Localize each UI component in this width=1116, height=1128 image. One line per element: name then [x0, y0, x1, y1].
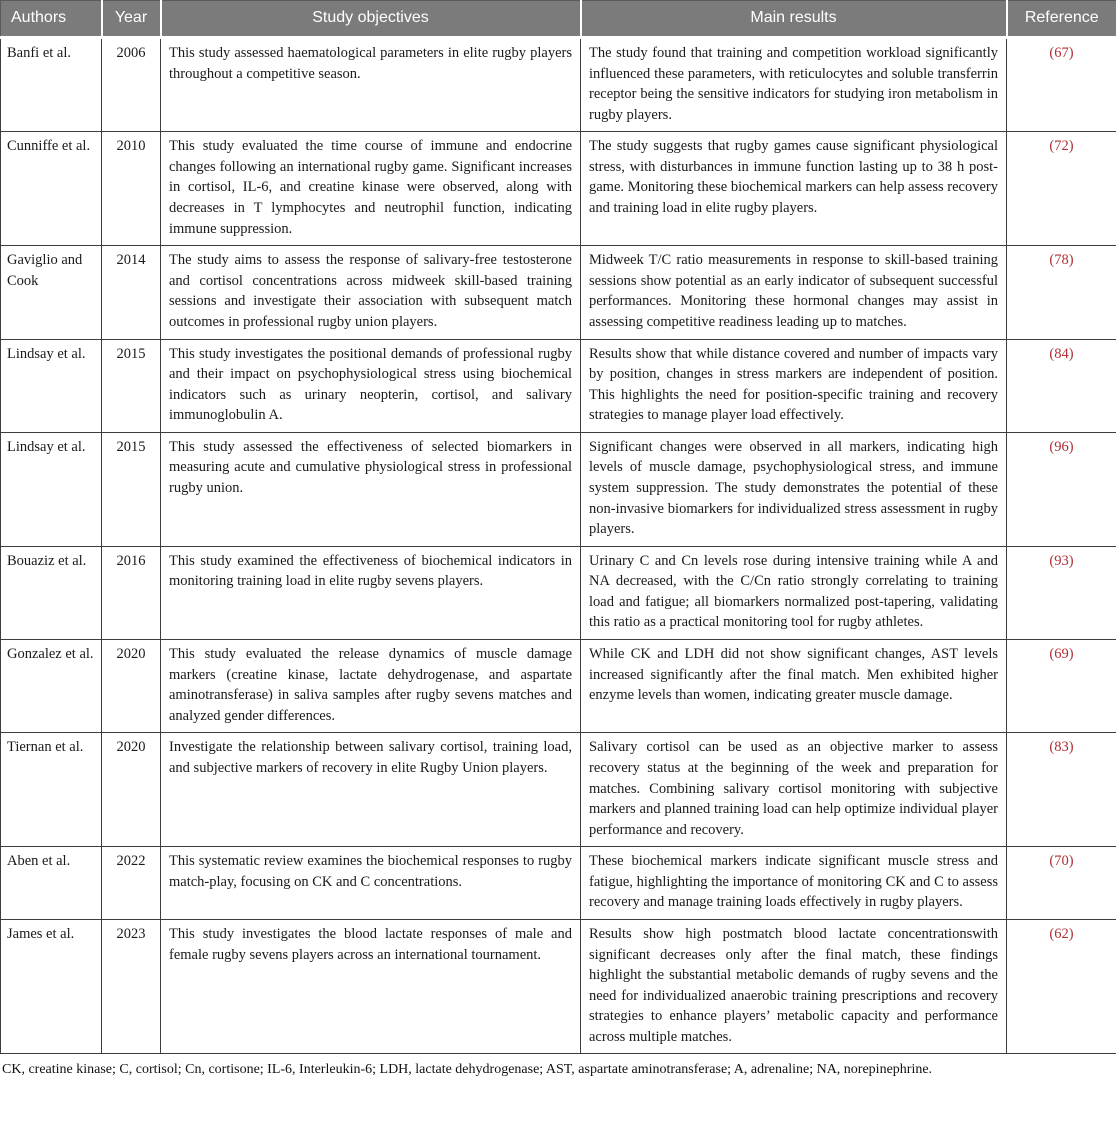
results-cell: Urinary C and Cn levels rose during intensive training while A and NA decreased, with the C/Cn ratio strongly correlating to training load and fatigue; all biomarkers normalized post-tapering, validating this ratio as a practical monitoring tool for rugby athletes. [581, 546, 1007, 639]
authors-cell: Banfi et al. [1, 38, 102, 132]
objectives-cell: This study evaluated the time course of immune and endocrine changes following an international rugby game. Significant increases in cortisol, IL-6, and creatine kinase were observed, along with decreases in T lymphocytes and neutrophil function, indicating immune suppression. [161, 132, 581, 246]
table-row [1, 339, 1116, 432]
year-cell: 2010 [102, 132, 161, 246]
objectives-cell: The study aims to assess the response of salivary-free testosterone and cortisol concentrations across midweek skill-based training sessions and investigate their association with subsequent match outcomes in professional rugby union players. [161, 246, 581, 339]
authors-cell: Cunniffe et al. [1, 132, 102, 246]
results-cell: The study found that training and competition workload significantly influenced these parameters, with reticulocytes and soluble transferrin receptor being the sensitive indicators for studying iron metabolism in rugby players. [581, 38, 1007, 132]
objectives-cell: This study investigates the blood lactate responses of male and female rugby sevens players across an international tournament. [161, 919, 581, 1053]
header-year: Year [102, 1, 161, 38]
objectives-cell: This study assessed haematological parameters in elite rugby players throughout a competitive season. [161, 38, 581, 132]
authors-cell: James et al. [1, 919, 102, 1053]
reference-cell [1007, 847, 1116, 920]
authors-cell: Aben et al. [1, 847, 102, 920]
table-row [1, 733, 1116, 847]
objectives-cell: This systematic review examines the biochemical responses to rugby match-play, focusing on CK and C concentrations. [161, 847, 581, 920]
header-reference: Reference [1007, 1, 1116, 38]
reference-cell [1007, 339, 1116, 432]
reference-citation-link[interactable]: (72) [1049, 138, 1074, 155]
year-cell: 2016 [102, 546, 161, 639]
year-cell: 2023 [102, 919, 161, 1053]
reference-cell [1007, 432, 1116, 546]
table-header [1, 1, 1116, 38]
reference-citation-link[interactable]: (93) [1049, 552, 1074, 569]
table-row [1, 38, 1116, 132]
table-row [1, 132, 1116, 246]
objectives-cell: Investigate the relationship between salivary cortisol, training load, and subjective markers of recovery in elite Rugby Union players. [161, 733, 581, 847]
reference-citation-link[interactable]: (84) [1049, 345, 1074, 362]
reference-cell [1007, 38, 1116, 132]
results-cell: Significant changes were observed in all markers, indicating high levels of muscle damage, psychophysiological stress, and immune system suppression. The study demonstrates the potential of these non-invasive biomarkers for individualized stress assessment in rugby players. [581, 432, 1007, 546]
reference-citation-link[interactable]: (62) [1049, 925, 1074, 942]
reference-cell [1007, 546, 1116, 639]
header-results: Main results [581, 1, 1007, 38]
year-cell: 2014 [102, 246, 161, 339]
abbreviations-footnote: CK, creatine kinase; C, cortisol; Cn, cortisone; IL-6, Interleukin-6; LDH, lactate dehydrogenase; AST, aspartate aminotransferase; A, adrenaline; NA, norepinephrine. [2, 1062, 933, 1078]
reference-citation-link[interactable]: (67) [1049, 45, 1074, 61]
reference-cell [1007, 132, 1116, 246]
table-row [1, 546, 1116, 639]
reference-citation-link[interactable]: (70) [1049, 853, 1074, 870]
header-row [1, 1, 1116, 38]
reference-citation-link[interactable]: (96) [1049, 438, 1074, 455]
reference-cell [1007, 919, 1116, 1053]
results-cell: Midweek T/C ratio measurements in response to skill-based training sessions show potential as an early indicator of subsequent successful performances. Monitoring these hormonal changes may assist in assessing competitive readiness leading up to matches. [581, 246, 1007, 339]
reference-citation-link[interactable]: (78) [1049, 252, 1074, 269]
table-row [1, 847, 1116, 920]
year-cell: 2015 [102, 432, 161, 546]
objectives-cell: This study investigates the positional demands of professional rugby and their impact on psychophysiological stress using biochemical indicators such as urinary neopterin, cortisol, and salivary immunoglobulin A. [161, 339, 581, 432]
authors-cell: Gonzalez et al. [1, 640, 102, 733]
year-cell: 2015 [102, 339, 161, 432]
objectives-cell: This study evaluated the release dynamics of muscle damage markers (creatine kinase, lactate dehydrogenase, and aspartate aminotransferase) in saliva samples after rugby sevens matches and analyzed gender differences. [161, 640, 581, 733]
results-cell: These biochemical markers indicate significant muscle stress and fatigue, highlighting the importance of monitoring CK and C to assess recovery and manage training loads effectively in rugby players. [581, 847, 1007, 920]
reference-cell [1007, 246, 1116, 339]
table-row [1, 640, 1116, 733]
authors-cell: Bouaziz et al. [1, 546, 102, 639]
reference-citation-link[interactable]: (83) [1049, 739, 1074, 756]
results-cell: While CK and LDH did not show significant changes, AST levels increased significantly after the final match. Men exhibited higher enzyme levels than women, indicating greater muscle damage. [581, 640, 1007, 733]
authors-cell: Lindsay et al. [1, 432, 102, 546]
reference-cell [1007, 640, 1116, 733]
authors-cell: Lindsay et al. [1, 339, 102, 432]
authors-cell: Gaviglio and Cook [1, 246, 102, 339]
reference-cell [1007, 733, 1116, 847]
year-cell: 2022 [102, 847, 161, 920]
results-cell: Salivary cortisol can be used as an objective marker to assess recovery status at the beginning of the week and preparation for matches. Combining salivary cortisol monitoring with subjective markers and planned training load can help optimize individual player performance and recovery. [581, 733, 1007, 847]
table-row [1, 919, 1116, 1053]
table-body [1, 38, 1116, 1054]
table-row [1, 432, 1116, 546]
year-cell: 2020 [102, 733, 161, 847]
table-row [1, 246, 1116, 339]
objectives-cell: This study examined the effectiveness of biochemical indicators in monitoring training load in elite rugby sevens players. [161, 546, 581, 639]
results-cell: Results show high postmatch blood lactate concentrationswith significant decreases only after the final match, these findings highlight the substantial metabolic demands of rugby sevens and the need for individualized anaerobic training prescriptions and recovery strategies to enhance players’ metabolic capacity and performance across multiple matches. [581, 919, 1007, 1053]
header-objectives: Study objectives [161, 1, 581, 38]
reference-citation-link[interactable]: (69) [1049, 646, 1074, 663]
results-cell: Results show that while distance covered and number of impacts vary by position, changes in stress markers are independent of position. This highlights the need for position-specific training and recovery strategies to manage player load effectively. [581, 339, 1007, 432]
header-authors: Authors [1, 1, 102, 38]
results-cell: The study suggests that rugby games cause significant physiological stress, with disturbances in immune function lasting up to 38 h post-game. Monitoring these biochemical markers can help assess recovery and training load in elite rugby players. [581, 132, 1007, 246]
year-cell: 2006 [102, 38, 161, 132]
authors-cell: Tiernan et al. [1, 733, 102, 847]
objectives-cell: This study assessed the effectiveness of selected biomarkers in measuring acute and cumulative physiological stress in professional rugby union. [161, 432, 581, 546]
year-cell: 2020 [102, 640, 161, 733]
